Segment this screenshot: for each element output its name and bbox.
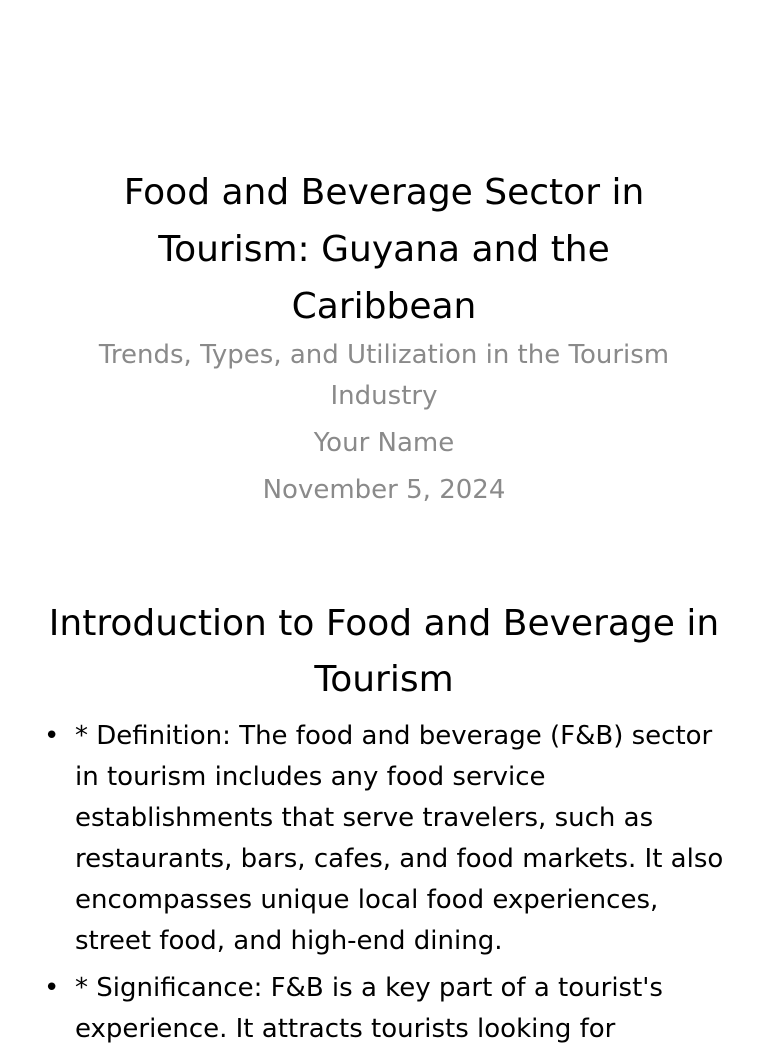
bullet-icon: • — [44, 721, 60, 751]
bullet-icon: • — [44, 973, 60, 1003]
author-name: Your Name — [313, 428, 455, 458]
slide-title: Introduction to Food and Beverage in Tourism — [48, 603, 720, 700]
bullet-text: * Definition: The food and beverage (F&B) sector in tourism includes any food service establishments that serve travelers, such as restaurants, bars, cafes, and food markets. It also encompasses unique local food experiences, street food, and high-end dining. — [75, 721, 724, 956]
bullet-text: * Significance: F&B is a key part of a tourist's experience. It attracts tourists looking for — [75, 973, 663, 1044]
bullet-item-definition — [0, 716, 768, 962]
bullet-item-significance — [0, 968, 768, 1050]
subtitle-block — [84, 335, 684, 511]
presentation-subtitle: Trends, Types, and Utilization in the Tourism Industry — [98, 340, 670, 411]
presentation-date: November 5, 2024 — [262, 475, 506, 505]
bullet-list — [0, 716, 768, 1056]
intro-slide — [0, 576, 768, 1044]
presentation-title: Food and Beverage Sector in Tourism: Guyana and the Caribbean — [123, 172, 645, 327]
